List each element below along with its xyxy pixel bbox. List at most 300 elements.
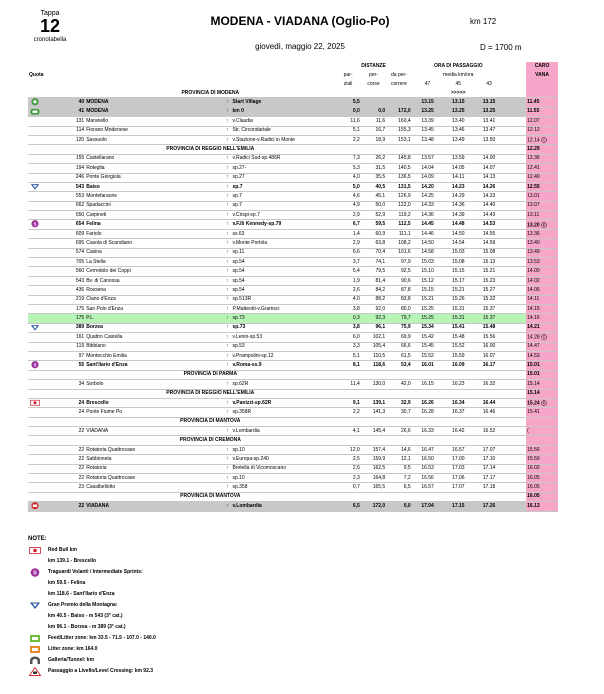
- carovana-cell: [526, 220, 558, 229]
- row-icon-cell: [28, 351, 58, 360]
- stage-header: [0, 0, 604, 60]
- time-45-cell: 16.34: [443, 398, 473, 407]
- time-43-cell: 15.37: [473, 314, 505, 323]
- table-row: [28, 408, 558, 417]
- time-47-cell: 15.52: [412, 351, 444, 360]
- litter-icon: [29, 645, 41, 654]
- row-icon-cell: [28, 380, 58, 389]
- da-percorrere-cell: 122,0: [386, 201, 411, 210]
- row-icon-cell: [28, 164, 58, 173]
- col-speed-45: 45: [455, 81, 462, 87]
- location-cell: VIADANA: [85, 502, 223, 511]
- quota-cell: 543: [58, 182, 86, 191]
- location-cell: Quattro Castella: [85, 333, 223, 342]
- time-45-cell: 13.15: [443, 98, 473, 107]
- da-percorrere-cell: 26,6: [386, 427, 411, 436]
- row-icon-cell: [28, 135, 58, 144]
- note-item: [28, 622, 328, 633]
- note-item: [28, 556, 328, 567]
- da-percorrere-cell: 66,6: [386, 342, 411, 351]
- table-row: [28, 107, 558, 116]
- row-icon-cell: [28, 427, 58, 436]
- table-row: [28, 201, 558, 210]
- da-percorrere-cell: 140,5: [386, 164, 411, 173]
- time-47-cell: 15.10: [412, 267, 444, 276]
- time-43-cell: 17.10: [473, 455, 505, 464]
- location-cell: Sant'Ilario d'Enza: [85, 361, 223, 370]
- time-43-cell: 15.23: [473, 276, 505, 285]
- parziali-cell: 2,2: [335, 135, 360, 144]
- time-47-cell: 13.57: [412, 154, 444, 163]
- carovana-time: 14.00: [527, 268, 540, 275]
- note-item: [28, 545, 328, 556]
- svg-text:C: C: [542, 222, 546, 227]
- road-cell: v.Monte Portola: [231, 239, 335, 248]
- tappa-type: cronotabella: [33, 37, 67, 43]
- time-43-cell: 15.13: [473, 258, 505, 267]
- da-percorrere-cell: 112,5: [386, 220, 411, 229]
- road-cell: sp.54: [231, 258, 335, 267]
- percorse-cell: 60,9: [361, 229, 386, 238]
- carovana-time: 15.14: [527, 380, 540, 387]
- time-45-cell: 13.25: [443, 107, 473, 116]
- road-cell: sp.73: [231, 323, 335, 332]
- parziali-cell: 5,0: [335, 182, 360, 191]
- start-icon: [30, 98, 40, 106]
- location-cell: La Stella: [85, 258, 223, 267]
- time-47-cell: 16.50: [412, 455, 444, 464]
- time-45-cell: 15.15: [443, 267, 473, 276]
- carovana-cell: [526, 295, 558, 304]
- time-43-cell: 15.08: [473, 248, 505, 257]
- time-45-cell: 13.46: [443, 126, 473, 135]
- quota-cell: 120: [58, 135, 86, 144]
- parziali-cell: 6,6: [335, 248, 360, 257]
- time-45-cell: 16.42: [443, 427, 473, 436]
- percorse-cell: 70,4: [361, 248, 386, 257]
- note-text: Feed/Litter zone: km 33.5 - 71.5 - 107.0 - 140.0: [48, 635, 156, 641]
- parziali-cell: 0,3: [335, 314, 360, 323]
- province-header-row: [28, 417, 558, 426]
- time-43-cell: 16.00: [473, 342, 505, 351]
- stage-km: km 172: [470, 17, 497, 26]
- table-row: [28, 239, 558, 248]
- direction-marker: ↑: [223, 182, 231, 191]
- location-cell: MODENA: [85, 107, 223, 116]
- time-45-cell: 16.23: [443, 380, 473, 389]
- time-47-cell: 13.15: [412, 98, 444, 107]
- time-45-cell: 14.48: [443, 220, 473, 229]
- time-47-cell: 13.45: [412, 126, 444, 135]
- row-icon-cell: [28, 258, 58, 267]
- road-cell: v.Claudia: [231, 117, 335, 126]
- quota-cell: 55: [58, 361, 86, 370]
- carovana-time: 16.13: [527, 502, 540, 509]
- parziali-cell: 2,9: [335, 211, 360, 220]
- time-45-cell: 17.06: [443, 474, 473, 483]
- table-row: [28, 464, 558, 473]
- carovana-time: 14.47: [527, 343, 540, 350]
- carovana-cell: [526, 154, 558, 163]
- carovana-cell: [526, 239, 558, 248]
- location-cell: Roteglia: [85, 164, 223, 173]
- da-percorrere-cell: 42,0: [386, 380, 411, 389]
- carovana-cell: [526, 117, 558, 126]
- row-icon-cell: [28, 483, 58, 492]
- carovana-cell: [526, 502, 558, 511]
- percorse-cell: 11,6: [361, 117, 386, 126]
- time-47-cell: 14.04: [412, 164, 444, 173]
- time-47-cell: 15.25: [412, 304, 444, 313]
- quota-cell: 131: [58, 117, 86, 126]
- note-item: [28, 600, 328, 611]
- quota-cell: 175: [58, 304, 86, 313]
- col-speed-47: 47: [424, 81, 431, 87]
- quota-cell: 23: [58, 483, 86, 492]
- col-speed-43: 43: [486, 81, 492, 87]
- gpm-icon: [30, 183, 40, 191]
- location-cell: Bibbiano: [85, 342, 223, 351]
- parziali-cell: 6,5: [335, 502, 360, 511]
- location-cell: Borzea: [85, 323, 223, 332]
- location-cell: Rossena: [85, 286, 223, 295]
- da-percorrere-cell: 32,9: [386, 398, 411, 407]
- province-header-row: [28, 145, 558, 154]
- time-43-cell: 17.18: [473, 483, 505, 492]
- road-cell: sp.54: [231, 276, 335, 285]
- direction-marker: ↑: [223, 154, 231, 163]
- percorse-cell: 92,0: [361, 304, 386, 313]
- road-cell: sp.10: [231, 474, 335, 483]
- time-43-cell: 14.53: [473, 220, 505, 229]
- carovana-cell: [526, 398, 558, 407]
- direction-marker: ↑: [223, 173, 231, 182]
- parziali-cell: 3,8: [335, 304, 360, 313]
- road-cell: sp.73: [231, 314, 335, 323]
- province-name: PROVINCIA DI CREMONA: [85, 436, 335, 445]
- percorse-cell: 145,4: [361, 427, 386, 436]
- time-43-cell: 17.17: [473, 474, 505, 483]
- parziali-cell: 5,1: [335, 351, 360, 360]
- note-text: km 96.1 - Borzea - m 389 (3° cat.): [48, 624, 126, 630]
- time-45-cell: 17.07: [443, 483, 473, 492]
- direction-marker: ↑: [223, 258, 231, 267]
- table-row: [28, 314, 558, 323]
- row-icon-cell: [28, 248, 58, 257]
- carovana-cell: [526, 267, 558, 276]
- da-percorrere-cell: 53,4: [386, 361, 411, 370]
- road-cell: v.Radici Sud-sp.486R: [231, 154, 335, 163]
- time-47-cell: 14.09: [412, 173, 444, 182]
- time-47-cell: 15.45: [412, 342, 444, 351]
- parziali-cell: 11,6: [335, 117, 360, 126]
- carovana-cell: [526, 107, 558, 116]
- svg-text:C: C: [542, 401, 546, 406]
- note-text: Gran Premio della Montagna:: [48, 602, 118, 608]
- carovana-time: (: [527, 427, 529, 434]
- table-row: [28, 98, 558, 107]
- time-47-cell: 15.03: [412, 258, 444, 267]
- percorse-cell: 50,0: [361, 201, 386, 210]
- province-name: PROVINCIA DI REGGIO NELL'EMILIA: [85, 389, 335, 398]
- time-43-cell: 14.43: [473, 211, 505, 220]
- location-cell: Baiso: [85, 182, 223, 191]
- percorse-cell: [361, 98, 386, 107]
- direction-marker: ↑: [223, 126, 231, 135]
- row-icon-cell: [28, 286, 58, 295]
- gpm-icon: [29, 601, 41, 610]
- time-45-cell: 15.41: [443, 323, 473, 332]
- carovana-time: 12.07: [527, 117, 540, 124]
- direction-marker: ↑: [223, 314, 231, 323]
- carovana-stop-icon: [541, 334, 547, 340]
- road-cell: Start Village: [231, 98, 335, 107]
- table-row: [28, 361, 558, 370]
- carovana-cell: [526, 408, 558, 417]
- percorse-cell: 130,0: [361, 380, 386, 389]
- parziali-cell: 2,6: [335, 286, 360, 295]
- quota-cell: 119: [58, 342, 86, 351]
- road-cell: sp.10: [231, 445, 335, 454]
- table-header-row-3: [28, 80, 558, 89]
- table-row: [28, 380, 558, 389]
- da-percorrere-cell: 97,9: [386, 258, 411, 267]
- tappa-label: Tappa: [40, 10, 60, 17]
- time-43-cell: 17.07: [473, 445, 505, 454]
- time-43-cell: 13.15: [473, 98, 505, 107]
- carovana-time: 13.53: [527, 258, 540, 265]
- percorse-cell: 92,3: [361, 314, 386, 323]
- table-row: [28, 173, 558, 182]
- direction-marker: ↑: [223, 427, 231, 436]
- time-45-cell: 13.59: [443, 154, 473, 163]
- carovana-cell: [526, 201, 558, 210]
- row-icon-cell: [28, 474, 58, 483]
- province-header-row: [28, 492, 558, 501]
- carovana-cell: [526, 351, 558, 360]
- location-cell: Castellarano: [85, 154, 223, 163]
- carovana-time: 14.02: [527, 277, 540, 284]
- time-47-cell: 14.58: [412, 248, 444, 257]
- note-text: km 139.1 - Brescello: [48, 558, 97, 564]
- time-45-cell: 14.54: [443, 239, 473, 248]
- percorse-cell: 40,5: [361, 182, 386, 191]
- time-43-cell: 16.44: [473, 398, 505, 407]
- time-47-cell: 15.25: [412, 314, 444, 323]
- time-47-cell: 15.21: [412, 295, 444, 304]
- time-45-cell: 15.03: [443, 248, 473, 257]
- location-cell: Casalbellotto: [85, 483, 223, 492]
- da-percorrere-cell: 153,1: [386, 135, 411, 144]
- quota-cell: 705: [58, 258, 86, 267]
- time-47-cell: 16.33: [412, 427, 444, 436]
- time-45-cell: 13.49: [443, 135, 473, 144]
- province-name: PROVINCIA DI PARMA: [85, 370, 335, 379]
- quota-cell: 22: [58, 502, 86, 511]
- carovana-time: 13.36: [527, 230, 540, 237]
- road-cell: P.Matteotti-v.Gramsci: [231, 304, 335, 313]
- row-icon-cell: [28, 107, 58, 116]
- time-47-cell: 14.25: [412, 192, 444, 201]
- direction-marker: ↑: [223, 295, 231, 304]
- quota-cell: 695: [58, 239, 86, 248]
- road-cell: ss.63: [231, 229, 335, 238]
- direction-marker: ↑: [223, 117, 231, 126]
- note-text: Galleria/Tunnel: km: [48, 657, 95, 663]
- time-45-cell: 14.36: [443, 201, 473, 210]
- parziali-cell: 4,1: [335, 427, 360, 436]
- quota-cell: 41: [58, 107, 86, 116]
- time-43-cell: 16.52: [473, 427, 505, 436]
- time-45-cell: 17.00: [443, 455, 473, 464]
- location-cell: MODENA: [85, 98, 223, 107]
- da-percorrere-cell: 136,5: [386, 173, 411, 182]
- row-icon-cell: [28, 229, 58, 238]
- direction-marker: ↑: [223, 351, 231, 360]
- percorse-cell: 26,2: [361, 154, 386, 163]
- carovana-time: 13.07: [527, 202, 540, 209]
- carovana-time: 14.15: [527, 305, 540, 312]
- row-icon-cell: [28, 173, 58, 182]
- col-parziali-2: ziali: [343, 81, 353, 87]
- quota-cell: 24: [58, 398, 86, 407]
- time-43-cell: 16.07: [473, 351, 505, 360]
- carovana-cell: [526, 182, 558, 191]
- carovana-time: 14.53: [527, 352, 540, 359]
- direction-marker: ↑: [223, 107, 231, 116]
- time-43-cell: 15.48: [473, 323, 505, 332]
- province-name: PROVINCIA DI MANTOVA: [85, 417, 335, 426]
- row-icon-cell: [28, 201, 58, 210]
- quota-cell: 654: [58, 220, 86, 229]
- carovana-time: 15.14: [526, 389, 558, 398]
- road-cell: sp.54: [231, 286, 335, 295]
- finish-icon: [30, 502, 40, 510]
- da-percorrere-cell: 12,1: [386, 455, 411, 464]
- road-cell: km 0: [231, 107, 335, 116]
- carovana-cell: [526, 464, 558, 473]
- parziali-cell: 2,6: [335, 464, 360, 473]
- tunnel-icon: [29, 656, 41, 665]
- direction-marker: ↑: [223, 502, 231, 511]
- carovana-stop-icon: [541, 222, 547, 228]
- parziali-cell: 11,4: [335, 380, 360, 389]
- percorse-cell: 18,9: [361, 135, 386, 144]
- parziali-cell: 4,0: [335, 295, 360, 304]
- quota-cell: 40: [58, 98, 86, 107]
- row-icon-cell: [28, 408, 58, 417]
- parziali-cell: 7,3: [335, 154, 360, 163]
- table-row: [28, 220, 558, 229]
- carovana-cell: [526, 164, 558, 173]
- da-percorrere-cell: 101,6: [386, 248, 411, 257]
- road-cell: sp.7: [231, 182, 335, 191]
- row-icon-cell: [28, 398, 58, 407]
- parziali-cell: 5,5: [335, 98, 360, 107]
- carovana-cell: [526, 248, 558, 257]
- percorse-cell: 31,5: [361, 164, 386, 173]
- carovana-time: [526, 436, 558, 445]
- quota-cell: 609: [58, 229, 86, 238]
- note-item: [28, 655, 328, 666]
- location-cell: Rotatoria: [85, 464, 223, 473]
- location-cell: Brescello: [85, 398, 223, 407]
- province-header-row: [28, 389, 558, 398]
- percorse-cell: 139,1: [361, 398, 386, 407]
- row-icon-cell: [28, 220, 58, 229]
- carovana-cell: [526, 333, 558, 342]
- parziali-cell: 5,1: [335, 126, 360, 135]
- time-47-cell: 16.01: [412, 361, 444, 370]
- row-icon-cell: [28, 342, 58, 351]
- parziali-cell: 2,2: [335, 408, 360, 417]
- carovana-time: 16.02: [527, 465, 540, 472]
- carovana-cell: [526, 474, 558, 483]
- time-47-cell: 13.48: [412, 135, 444, 144]
- carovana-time: 15.41: [527, 408, 540, 415]
- carovana-cell: [526, 304, 558, 313]
- time-47-cell: 17.04: [412, 502, 444, 511]
- time-47-cell: 14.45: [412, 220, 444, 229]
- da-percorrere-cell: 111,1: [386, 229, 411, 238]
- percorse-cell: 81,4: [361, 276, 386, 285]
- road-cell: sp.11: [231, 248, 335, 257]
- table-row: [28, 258, 558, 267]
- carovana-time: 15.01: [526, 370, 558, 379]
- time-47-cell: 14.36: [412, 211, 444, 220]
- percorse-cell: 16,7: [361, 126, 386, 135]
- notes-section: [28, 536, 328, 677]
- road-cell: v.Lombardia: [231, 427, 335, 436]
- svg-text:C: C: [542, 335, 546, 340]
- time-43-cell: 16.46: [473, 408, 505, 417]
- row-icon-cell: [28, 98, 58, 107]
- da-percorrere-cell: 172,0: [386, 107, 411, 116]
- carovana-cell: [526, 380, 558, 389]
- road-cell: sp.27: [231, 173, 335, 182]
- time-47-cell: 14.33: [412, 201, 444, 210]
- note-item: [28, 589, 328, 600]
- quota-cell: 97: [58, 351, 86, 360]
- row-icon-cell: [28, 192, 58, 201]
- direction-marker: ↑: [223, 239, 231, 248]
- carovana-time: 12.55: [527, 183, 540, 190]
- quota-cell: 24: [58, 408, 86, 417]
- carovana-time: 14.28: [527, 334, 540, 341]
- col-carovana-2: VANA: [526, 71, 558, 80]
- parziali-cell: 4,6: [335, 192, 360, 201]
- carovana-time: 12.14: [527, 137, 540, 144]
- location-cell: P.L.: [85, 314, 223, 323]
- row-icon-cell: [28, 361, 58, 370]
- table-row: [28, 323, 558, 332]
- direction-marker: ↑: [223, 342, 231, 351]
- carovana-stop-icon: [541, 400, 547, 406]
- row-icon-cell: [28, 295, 58, 304]
- note-text: Traguardi Volanti / Intermediate Sprints:: [48, 569, 143, 575]
- time-43-cell: 15.27: [473, 286, 505, 295]
- road-cell: sp.7: [231, 201, 335, 210]
- row-icon-cell: [28, 323, 58, 332]
- quota-cell: 560: [58, 267, 86, 276]
- carovana-cell: [526, 286, 558, 295]
- table-row: [28, 286, 558, 295]
- carovana-time: [526, 89, 558, 98]
- quota-cell: 219: [58, 295, 86, 304]
- direction-marker: ↑: [223, 220, 231, 229]
- time-47-cell: 16.47: [412, 445, 444, 454]
- carovana-time: 13.11: [527, 211, 540, 218]
